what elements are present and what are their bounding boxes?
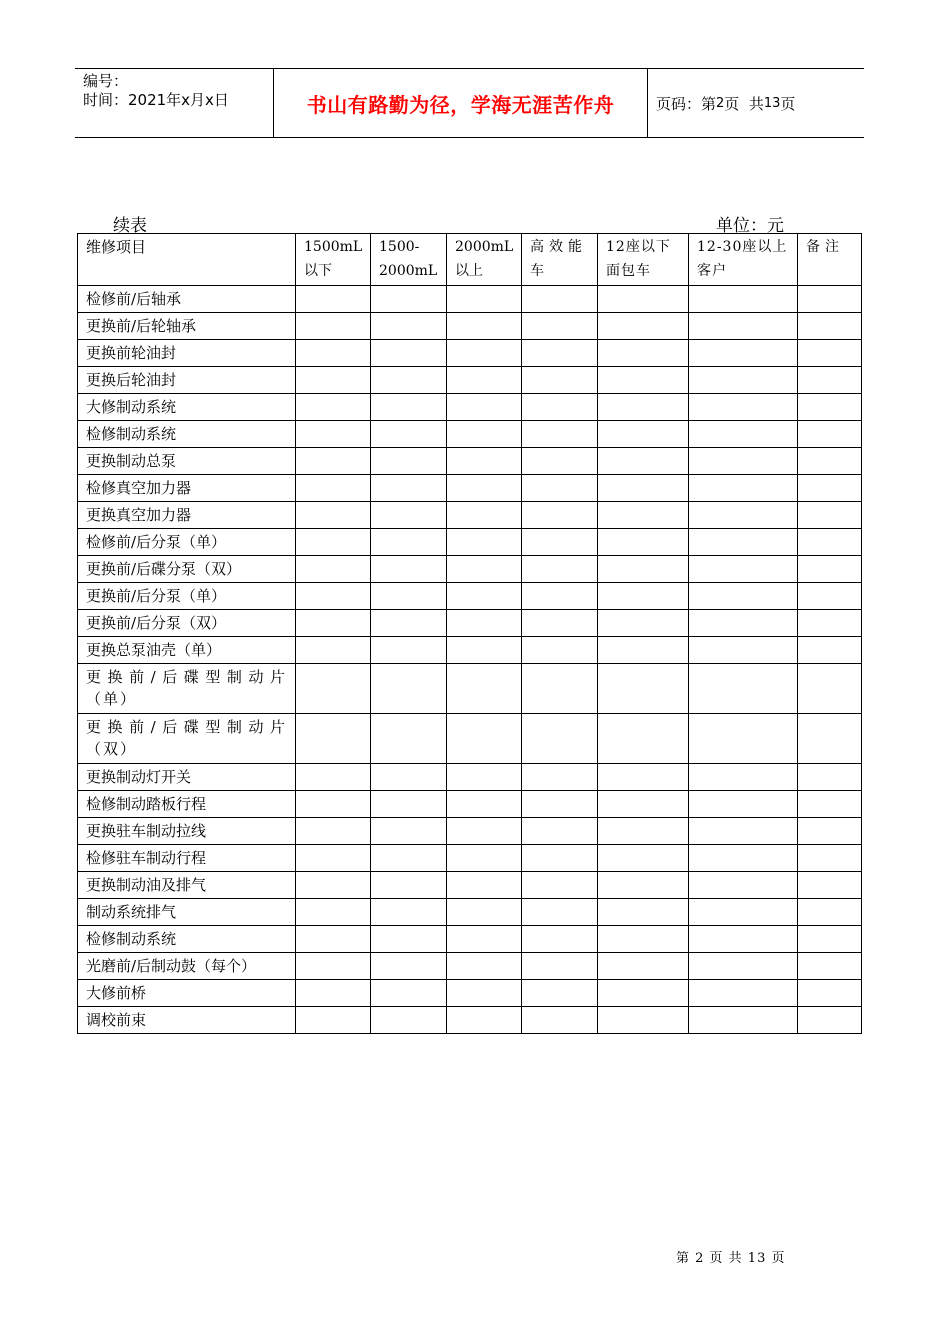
price-cell[interactable] (689, 475, 798, 502)
price-cell[interactable] (522, 664, 598, 714)
price-cell[interactable] (447, 845, 522, 872)
price-cell[interactable] (689, 664, 798, 714)
price-cell[interactable] (798, 529, 862, 556)
price-cell[interactable] (296, 502, 371, 529)
price-cell[interactable] (296, 872, 371, 899)
price-cell[interactable] (296, 610, 371, 637)
price-cell[interactable] (798, 421, 862, 448)
price-cell[interactable] (798, 502, 862, 529)
repair-item-cell: 更换制动灯开关 (78, 764, 296, 791)
repair-item-cell: 更换后轮油封 (78, 367, 296, 394)
repair-item-cell: 更换前/后分泵（单） (78, 583, 296, 610)
price-cell[interactable] (598, 529, 689, 556)
price-cell[interactable] (447, 556, 522, 583)
table-row (78, 583, 862, 610)
repair-item-cell: 更换前/后碟型制动片（双） (78, 714, 296, 764)
price-cell[interactable] (689, 953, 798, 980)
price-cell[interactable] (522, 583, 598, 610)
repair-item-cell: 更换总泵油壳（单） (78, 637, 296, 664)
price-cell[interactable] (371, 286, 447, 313)
price-cell[interactable] (689, 502, 798, 529)
price-cell[interactable] (522, 980, 598, 1007)
price-cell[interactable] (522, 556, 598, 583)
column-header: 备注 (798, 234, 862, 286)
price-cell[interactable] (598, 556, 689, 583)
table-row (78, 367, 862, 394)
repair-item-cell: 检修前/后分泵（单） (78, 529, 296, 556)
price-cell[interactable] (447, 664, 522, 714)
price-cell[interactable] (371, 421, 447, 448)
price-cell[interactable] (689, 421, 798, 448)
price-cell[interactable] (689, 556, 798, 583)
table-row (78, 872, 862, 899)
price-cell[interactable] (522, 475, 598, 502)
price-cell[interactable] (689, 714, 798, 764)
price-cell[interactable] (522, 394, 598, 421)
price-cell[interactable] (522, 502, 598, 529)
price-cell[interactable] (371, 818, 447, 845)
price-cell[interactable] (522, 872, 598, 899)
price-cell[interactable] (598, 764, 689, 791)
price-cell[interactable] (689, 367, 798, 394)
price-cell[interactable] (371, 926, 447, 953)
page-footer: 第 2 页 共 13 页 (676, 1251, 786, 1266)
price-cell[interactable] (598, 583, 689, 610)
table-caption-continued: 续表 (113, 216, 147, 236)
price-cell[interactable] (522, 1007, 598, 1034)
price-cell[interactable] (371, 1007, 447, 1034)
price-cell[interactable] (598, 421, 689, 448)
repair-item-cell: 更换前/后分泵（双） (78, 610, 296, 637)
price-cell[interactable] (371, 502, 447, 529)
price-cell[interactable] (447, 286, 522, 313)
price-cell[interactable] (447, 980, 522, 1007)
table-row (78, 448, 862, 475)
price-cell[interactable] (371, 367, 447, 394)
document-time: 时间：2021年x月x日 (83, 91, 229, 109)
price-cell[interactable] (447, 764, 522, 791)
price-cell[interactable] (522, 926, 598, 953)
price-cell[interactable] (598, 475, 689, 502)
table-row (78, 818, 862, 845)
table-header-row (78, 234, 862, 286)
price-cell[interactable] (522, 421, 598, 448)
price-cell[interactable] (689, 818, 798, 845)
column-header: 1500mL以下 (296, 234, 371, 286)
price-cell[interactable] (798, 340, 862, 367)
header-meta (75, 69, 274, 137)
document-header (75, 68, 864, 138)
column-header: 维修项目 (78, 234, 296, 286)
repair-item-cell: 更换前/后轮轴承 (78, 313, 296, 340)
table-row (78, 421, 862, 448)
price-cell[interactable] (447, 583, 522, 610)
price-cell[interactable] (522, 764, 598, 791)
price-cell[interactable] (598, 367, 689, 394)
price-cell[interactable] (689, 764, 798, 791)
price-cell[interactable] (371, 664, 447, 714)
price-cell[interactable] (598, 926, 689, 953)
price-cell[interactable] (447, 637, 522, 664)
repair-item-cell: 更换前/后碟型制动片（单） (78, 664, 296, 714)
price-cell[interactable] (296, 340, 371, 367)
table-row (78, 791, 862, 818)
column-header: 12-30座以上客户 (689, 234, 798, 286)
repair-item-cell: 大修制动系统 (78, 394, 296, 421)
repair-price-table (77, 233, 862, 1034)
price-cell[interactable] (522, 818, 598, 845)
price-cell[interactable] (296, 583, 371, 610)
table-row (78, 664, 862, 714)
price-cell[interactable] (798, 872, 862, 899)
price-cell[interactable] (447, 1007, 522, 1034)
price-cell[interactable] (371, 872, 447, 899)
price-cell[interactable] (522, 899, 598, 926)
price-cell[interactable] (798, 448, 862, 475)
price-cell[interactable] (598, 502, 689, 529)
price-cell[interactable] (371, 980, 447, 1007)
price-cell[interactable] (689, 791, 798, 818)
price-cell[interactable] (689, 637, 798, 664)
price-cell[interactable] (522, 791, 598, 818)
price-cell[interactable] (689, 583, 798, 610)
price-cell[interactable] (371, 610, 447, 637)
price-cell[interactable] (447, 313, 522, 340)
price-cell[interactable] (296, 313, 371, 340)
price-cell[interactable] (522, 340, 598, 367)
price-cell[interactable] (296, 764, 371, 791)
header-page-info (648, 69, 864, 137)
price-cell[interactable] (689, 926, 798, 953)
price-cell[interactable] (296, 845, 371, 872)
table-row (78, 1007, 862, 1034)
price-cell[interactable] (798, 313, 862, 340)
price-cell[interactable] (689, 980, 798, 1007)
price-cell[interactable] (598, 610, 689, 637)
price-cell[interactable] (798, 475, 862, 502)
repair-item-cell: 更换驻车制动拉线 (78, 818, 296, 845)
price-cell[interactable] (371, 899, 447, 926)
price-cell[interactable] (371, 448, 447, 475)
price-cell[interactable] (296, 791, 371, 818)
price-cell[interactable] (447, 529, 522, 556)
table-row (78, 556, 862, 583)
price-cell[interactable] (447, 610, 522, 637)
price-cell[interactable] (296, 1007, 371, 1034)
price-cell[interactable] (598, 637, 689, 664)
table-row (78, 980, 862, 1007)
price-cell[interactable] (798, 764, 862, 791)
price-cell[interactable] (296, 448, 371, 475)
price-cell[interactable] (296, 286, 371, 313)
repair-item-cell: 检修制动系统 (78, 421, 296, 448)
price-cell[interactable] (798, 980, 862, 1007)
price-cell[interactable] (296, 529, 371, 556)
page-mid: 页 共 (724, 94, 764, 113)
repair-item-cell: 更换前轮油封 (78, 340, 296, 367)
price-cell[interactable] (598, 340, 689, 367)
price-cell[interactable] (689, 286, 798, 313)
table-row (78, 340, 862, 367)
price-cell[interactable] (296, 818, 371, 845)
price-cell[interactable] (689, 448, 798, 475)
price-cell[interactable] (371, 791, 447, 818)
column-header: 2000mL以上 (447, 234, 522, 286)
price-cell[interactable] (598, 872, 689, 899)
price-cell[interactable] (598, 313, 689, 340)
repair-item-cell: 大修前桥 (78, 980, 296, 1007)
price-cell[interactable] (447, 421, 522, 448)
table-row (78, 394, 862, 421)
price-cell[interactable] (798, 583, 862, 610)
page-total: 13 (763, 95, 781, 111)
price-cell[interactable] (522, 845, 598, 872)
price-cell[interactable] (798, 367, 862, 394)
repair-item-cell: 光磨前/后制动鼓（每个） (78, 953, 296, 980)
table-row (78, 475, 862, 502)
price-cell[interactable] (522, 286, 598, 313)
price-cell[interactable] (522, 367, 598, 394)
price-cell[interactable] (522, 637, 598, 664)
table-row (78, 637, 862, 664)
price-cell[interactable] (689, 899, 798, 926)
price-cell[interactable] (798, 818, 862, 845)
table-row (78, 529, 862, 556)
price-cell[interactable] (689, 845, 798, 872)
price-cell[interactable] (371, 845, 447, 872)
price-cell[interactable] (598, 791, 689, 818)
price-cell[interactable] (689, 340, 798, 367)
repair-item-cell: 更换制动油及排气 (78, 872, 296, 899)
price-cell[interactable] (296, 926, 371, 953)
price-cell[interactable] (522, 953, 598, 980)
table-row (78, 926, 862, 953)
price-cell[interactable] (598, 1007, 689, 1034)
price-cell[interactable] (598, 845, 689, 872)
price-cell[interactable] (447, 394, 522, 421)
price-cell[interactable] (296, 714, 371, 764)
price-cell[interactable] (689, 1007, 798, 1034)
page-number: 2 (716, 95, 725, 111)
price-cell[interactable] (371, 714, 447, 764)
price-cell[interactable] (798, 899, 862, 926)
price-cell[interactable] (371, 583, 447, 610)
table-row (78, 845, 862, 872)
price-cell[interactable] (296, 475, 371, 502)
price-cell[interactable] (798, 1007, 862, 1034)
price-cell[interactable] (598, 980, 689, 1007)
price-cell[interactable] (371, 394, 447, 421)
price-cell[interactable] (447, 899, 522, 926)
repair-item-cell: 更换制动总泵 (78, 448, 296, 475)
price-cell[interactable] (371, 340, 447, 367)
price-cell[interactable] (598, 818, 689, 845)
price-cell[interactable] (798, 556, 862, 583)
price-cell[interactable] (798, 845, 862, 872)
price-cell[interactable] (598, 394, 689, 421)
price-cell[interactable] (522, 610, 598, 637)
table-row (78, 610, 862, 637)
page-end: 页 (780, 94, 796, 113)
price-cell[interactable] (798, 714, 862, 764)
table-row (78, 953, 862, 980)
price-cell[interactable] (689, 313, 798, 340)
price-cell[interactable] (798, 926, 862, 953)
price-cell[interactable] (598, 664, 689, 714)
repair-item-cell: 检修前/后轴承 (78, 286, 296, 313)
price-cell[interactable] (371, 529, 447, 556)
price-cell[interactable] (598, 953, 689, 980)
price-cell[interactable] (447, 791, 522, 818)
repair-item-cell: 调校前束 (78, 1007, 296, 1034)
price-cell[interactable] (371, 556, 447, 583)
price-cell[interactable] (522, 529, 598, 556)
price-cell[interactable] (296, 953, 371, 980)
table-row (78, 764, 862, 791)
price-cell[interactable] (689, 610, 798, 637)
table-row (78, 313, 862, 340)
price-cell[interactable] (447, 953, 522, 980)
price-cell[interactable] (798, 286, 862, 313)
table-row (78, 502, 862, 529)
price-cell[interactable] (371, 953, 447, 980)
price-cell[interactable] (598, 714, 689, 764)
price-cell[interactable] (371, 637, 447, 664)
price-cell[interactable] (798, 610, 862, 637)
price-cell[interactable] (447, 340, 522, 367)
price-cell[interactable] (798, 664, 862, 714)
repair-item-cell: 检修制动踏板行程 (78, 791, 296, 818)
price-cell[interactable] (296, 421, 371, 448)
price-cell[interactable] (447, 502, 522, 529)
column-header: 1500-2000mL (371, 234, 447, 286)
price-cell[interactable] (447, 714, 522, 764)
price-cell[interactable] (447, 367, 522, 394)
repair-item-cell: 检修驻车制动行程 (78, 845, 296, 872)
table-body (78, 286, 862, 1034)
price-cell[interactable] (447, 818, 522, 845)
header-motto: 书山有路勤为径，学海无涯苦作舟 (274, 69, 648, 137)
price-cell[interactable] (798, 953, 862, 980)
price-cell[interactable] (598, 448, 689, 475)
price-cell[interactable] (296, 367, 371, 394)
price-cell[interactable] (296, 664, 371, 714)
price-cell[interactable] (296, 980, 371, 1007)
price-cell[interactable] (447, 926, 522, 953)
price-cell[interactable] (522, 714, 598, 764)
table-row (78, 714, 862, 764)
price-cell[interactable] (371, 475, 447, 502)
price-cell[interactable] (598, 899, 689, 926)
repair-item-cell: 更换前/后碟分泵（双） (78, 556, 296, 583)
table-row (78, 286, 862, 313)
price-cell[interactable] (798, 637, 862, 664)
price-cell[interactable] (798, 394, 862, 421)
document-number-label: 编号： (83, 72, 129, 90)
table-row (78, 899, 862, 926)
price-cell[interactable] (689, 394, 798, 421)
price-cell[interactable] (296, 637, 371, 664)
repair-item-cell: 更换真空加力器 (78, 502, 296, 529)
price-cell[interactable] (598, 286, 689, 313)
price-cell[interactable] (447, 448, 522, 475)
price-cell[interactable] (689, 872, 798, 899)
price-cell[interactable] (447, 475, 522, 502)
column-header: 12座以下面包车 (598, 234, 689, 286)
price-cell[interactable] (296, 394, 371, 421)
price-cell[interactable] (296, 899, 371, 926)
column-header: 高效能车 (522, 234, 598, 286)
repair-item-cell: 检修真空加力器 (78, 475, 296, 502)
price-cell[interactable] (371, 764, 447, 791)
price-cell[interactable] (371, 313, 447, 340)
price-cell[interactable] (296, 556, 371, 583)
repair-item-cell: 制动系统排气 (78, 899, 296, 926)
price-cell[interactable] (447, 872, 522, 899)
price-cell[interactable] (522, 448, 598, 475)
page-label: 页码：第 (656, 94, 717, 113)
repair-item-cell: 检修制动系统 (78, 926, 296, 953)
table-caption-unit: 单位：元 (716, 216, 784, 236)
price-cell[interactable] (522, 313, 598, 340)
price-cell[interactable] (689, 529, 798, 556)
price-cell[interactable] (798, 791, 862, 818)
